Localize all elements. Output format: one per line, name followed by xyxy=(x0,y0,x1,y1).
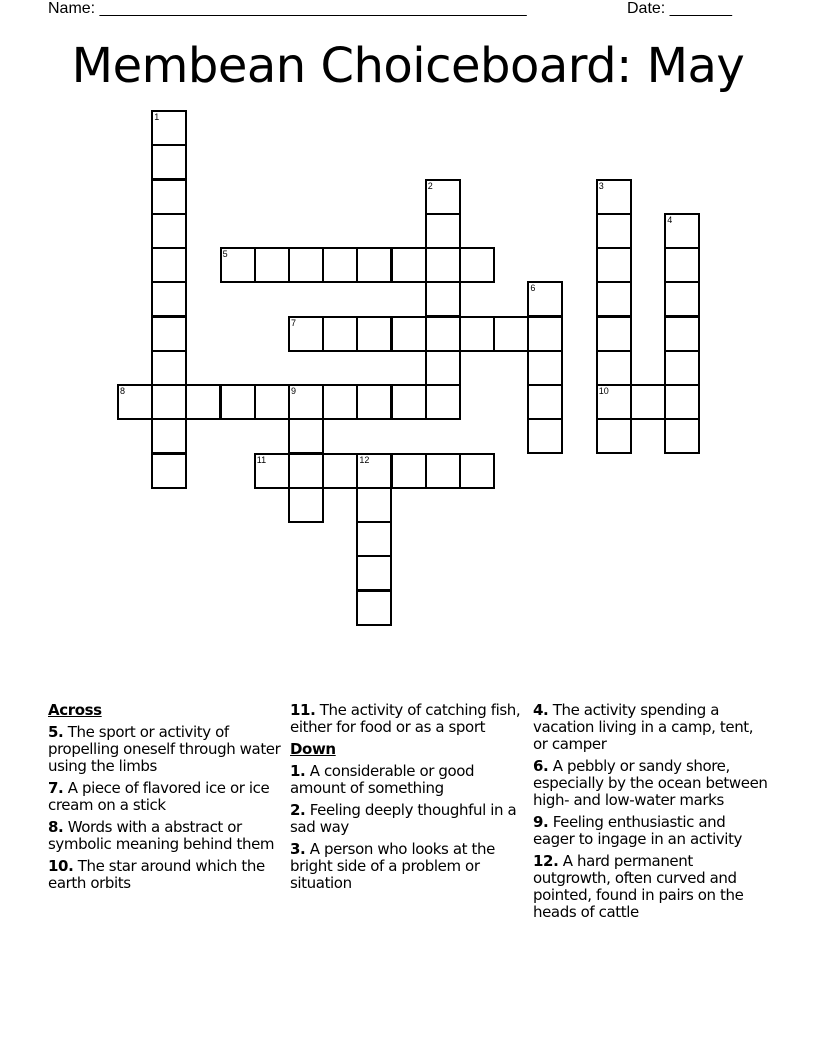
grid-cell[interactable] xyxy=(322,453,358,489)
grid-cell[interactable] xyxy=(220,247,256,283)
clues-column-3 xyxy=(533,702,771,926)
clue-across-10: 10. The star around which the earth orbits xyxy=(48,857,265,892)
grid-cell[interactable] xyxy=(288,247,324,283)
grid-cell[interactable] xyxy=(391,316,427,352)
grid-cell[interactable] xyxy=(151,316,187,352)
grid-cell[interactable] xyxy=(664,247,700,283)
grid-cell[interactable] xyxy=(322,384,358,420)
grid-cell[interactable] xyxy=(356,487,392,523)
down-heading: Down xyxy=(290,740,336,758)
grid-cell[interactable] xyxy=(151,144,187,180)
clue-number-label: 4 xyxy=(667,214,673,225)
grid-cell[interactable] xyxy=(596,179,632,215)
grid-cell[interactable] xyxy=(596,213,632,249)
grid-cell[interactable] xyxy=(527,418,563,454)
grid-cell[interactable] xyxy=(664,418,700,454)
grid-cell[interactable] xyxy=(254,247,290,283)
grid-cell[interactable] xyxy=(425,281,461,317)
grid-cell[interactable] xyxy=(527,281,563,317)
grid-cell[interactable] xyxy=(151,453,187,489)
grid-cell[interactable] xyxy=(391,453,427,489)
grid-cell[interactable] xyxy=(151,247,187,283)
clue-number-label: 6 xyxy=(530,283,536,294)
grid-cell[interactable] xyxy=(288,384,324,420)
grid-cell[interactable] xyxy=(117,384,153,420)
grid-cell[interactable] xyxy=(425,384,461,420)
grid-cell[interactable] xyxy=(151,384,187,420)
grid-cell[interactable] xyxy=(288,316,324,352)
grid-cell[interactable] xyxy=(664,384,700,420)
grid-cell[interactable] xyxy=(425,179,461,215)
clues-column-1 xyxy=(48,702,286,897)
grid-cell[interactable] xyxy=(185,384,221,420)
date-field-label: Date: _______ xyxy=(627,0,732,17)
grid-cell[interactable] xyxy=(288,453,324,489)
clues-column-2 xyxy=(290,702,528,897)
clue-number-label: 7 xyxy=(291,317,297,328)
grid-cell[interactable] xyxy=(425,213,461,249)
grid-cell[interactable] xyxy=(630,384,666,420)
grid-cell[interactable] xyxy=(356,316,392,352)
grid-cell[interactable] xyxy=(459,247,495,283)
grid-cell[interactable] xyxy=(356,384,392,420)
grid-cell[interactable] xyxy=(151,418,187,454)
grid-cell[interactable] xyxy=(459,453,495,489)
grid-cell[interactable] xyxy=(220,384,256,420)
grid-cell[interactable] xyxy=(322,247,358,283)
grid-cell[interactable] xyxy=(527,316,563,352)
clue-across-11: 11. The activity of catching fish, either for food or as a sport xyxy=(290,701,521,736)
clue-down-2: 2. Feeling deeply thoughful in a sad way xyxy=(290,801,517,836)
grid-cell[interactable] xyxy=(391,247,427,283)
clue-down-4: 4. The activity spending a vacation living in a camp, tent, or camper xyxy=(533,701,754,753)
grid-cell[interactable] xyxy=(151,213,187,249)
grid-cell[interactable] xyxy=(425,316,461,352)
grid-cell[interactable] xyxy=(322,316,358,352)
clue-number-label: 2 xyxy=(427,180,433,191)
grid-cell[interactable] xyxy=(596,316,632,352)
grid-cell[interactable] xyxy=(151,281,187,317)
grid-cell[interactable] xyxy=(254,384,290,420)
clue-down-6: 6. A pebbly or sandy shore, especially by the ocean between high- and low-water marks xyxy=(533,757,768,809)
clue-down-9: 9. Feeling enthusiastic and eager to ingage in an activity xyxy=(533,813,743,848)
grid-cell[interactable] xyxy=(356,590,392,626)
grid-cell[interactable] xyxy=(527,384,563,420)
grid-cell[interactable] xyxy=(151,110,187,146)
grid-cell[interactable] xyxy=(596,281,632,317)
grid-cell[interactable] xyxy=(493,316,529,352)
clue-down-1: 1. A considerable or good amount of something xyxy=(290,762,475,797)
grid-cell[interactable] xyxy=(356,521,392,557)
grid-cell[interactable] xyxy=(151,179,187,215)
grid-cell[interactable] xyxy=(288,418,324,454)
grid-cell[interactable] xyxy=(664,213,700,249)
grid-cell[interactable] xyxy=(356,247,392,283)
grid-cell[interactable] xyxy=(356,555,392,591)
grid-cell[interactable] xyxy=(596,384,632,420)
grid-cell[interactable] xyxy=(596,247,632,283)
clue-number-label: 8 xyxy=(120,386,126,396)
clue-number-label: 11 xyxy=(256,454,267,465)
grid-cell[interactable] xyxy=(459,316,495,352)
grid-cell[interactable] xyxy=(151,350,187,386)
grid-cell[interactable] xyxy=(425,247,461,283)
grid-cell[interactable] xyxy=(596,350,632,386)
across-heading: Across xyxy=(48,701,102,719)
clue-number-label: 1 xyxy=(154,112,160,122)
clue-across-7: 7. A piece of flavored ice or ice cream on a stick xyxy=(48,779,270,814)
name-field-label: Name: ________________________________________________ xyxy=(48,0,527,17)
clue-number-label: 10 xyxy=(598,386,609,396)
clue-number-label: 3 xyxy=(598,180,604,191)
grid-cell[interactable] xyxy=(425,350,461,386)
clue-number-label: 12 xyxy=(359,454,370,465)
grid-cell[interactable] xyxy=(664,350,700,386)
grid-cell[interactable] xyxy=(527,350,563,386)
page-title: Membean Choiceboard: May xyxy=(71,38,745,94)
grid-cell[interactable] xyxy=(356,453,392,489)
grid-cell[interactable] xyxy=(391,384,427,420)
clue-number-label: 9 xyxy=(291,386,297,396)
grid-cell[interactable] xyxy=(664,316,700,352)
grid-cell[interactable] xyxy=(288,487,324,523)
grid-cell[interactable] xyxy=(425,453,461,489)
grid-cell[interactable] xyxy=(596,418,632,454)
clue-number-label: 5 xyxy=(222,249,228,259)
clue-down-3: 3. A person who looks at the bright side of a problem or situation xyxy=(290,840,495,892)
clue-across-8: 8. Words with a abstract or symbolic meaning behind them xyxy=(48,818,275,853)
grid-cell[interactable] xyxy=(254,453,290,489)
grid-cell[interactable] xyxy=(664,281,700,317)
clue-down-12: 12. A hard permanent outgrowth, often curved and pointed, found in pairs on the heads of cattle xyxy=(533,852,744,921)
clue-across-5: 5. The sport or activity of propelling oneself through water using the limbs xyxy=(48,723,281,775)
